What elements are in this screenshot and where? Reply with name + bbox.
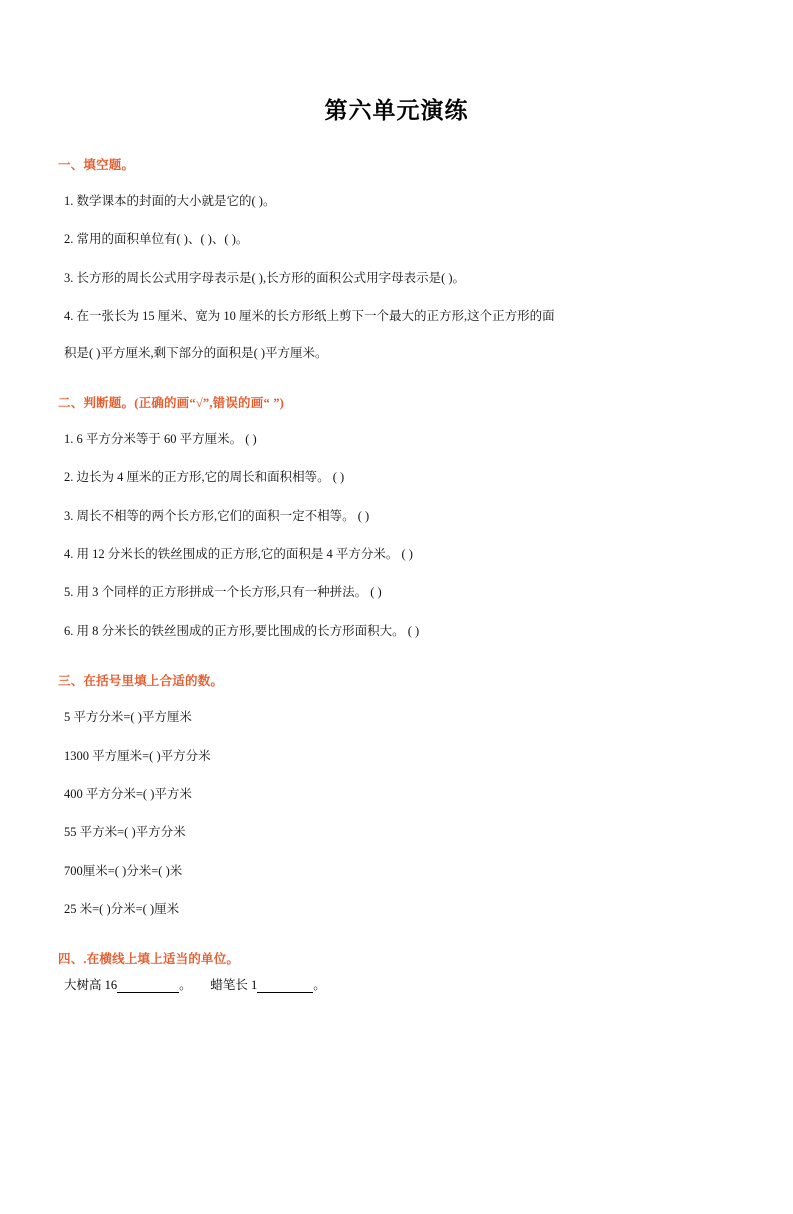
section-heading-4: 四、.在横线上填上适当的单位。 bbox=[58, 952, 240, 967]
question-item: 400 平方分米=( )平方米 bbox=[64, 786, 192, 801]
unit-prompt-2: 蜡笔长 1 bbox=[210, 978, 258, 993]
question-item: 1. 6 平方分米等于 60 平方厘米。 ( ) bbox=[64, 431, 257, 446]
question-item-continued: 积是( )平方厘米,剩下部分的面积是( )平方厘米。 bbox=[64, 345, 328, 360]
question-item: 2. 常用的面积单位有( )、( )、( )。 bbox=[64, 232, 249, 247]
unit-prompt-1: 大树高 16 bbox=[64, 978, 118, 993]
unit-fill-line bbox=[58, 975, 735, 993]
question-item: 4. 用 12 分米长的铁丝围成的正方形,它的面积是 4 平方分米。 ( ) bbox=[64, 547, 413, 561]
unit-suffix-2: 。 bbox=[313, 978, 326, 993]
question-item: 2. 边长为 4 厘米的正方形,它的周长和面积相等。 ( ) bbox=[64, 470, 345, 485]
question-item: 4. 在一张长为 15 厘米、宽为 10 厘米的长方形纸上剪下一个最大的正方形,这个正方形的面 bbox=[64, 309, 555, 324]
question-item: 1300 平方厘米=( )平方分米 bbox=[64, 748, 211, 763]
page-title: 第六单元演练 bbox=[324, 98, 469, 123]
unit-blank-2[interactable] bbox=[257, 980, 313, 993]
unit-blank-1[interactable] bbox=[117, 980, 179, 993]
question-item: 3. 长方形的周长公式用字母表示是( ),长方形的面积公式用字母表示是( )。 bbox=[64, 270, 466, 285]
question-item: 5 平方分米=( )平方厘米 bbox=[64, 710, 192, 725]
worksheet-page bbox=[0, 92, 793, 1214]
question-item: 6. 用 8 分米长的铁丝围成的正方形,要比围成的长方形面积大。 ( ) bbox=[64, 623, 420, 638]
section-heading-1: 一、填空题。 bbox=[58, 158, 135, 172]
section-heading-2: 二、判断题。(正确的画“√”,错误的画“ ”) bbox=[58, 395, 285, 410]
unit-suffix-1: 。 bbox=[179, 978, 192, 993]
question-item: 700厘米=( )分米=( )米 bbox=[64, 863, 183, 878]
question-item: 3. 周长不相等的两个长方形,它们的面积一定不相等。 ( ) bbox=[64, 508, 370, 523]
question-item: 55 平方米=( )平方分米 bbox=[64, 825, 186, 840]
question-item: 25 米=( )分米=( )厘米 bbox=[64, 902, 180, 916]
question-item: 5. 用 3 个同样的正方形拼成一个长方形,只有一种拼法。 ( ) bbox=[64, 585, 382, 600]
section-heading-3: 三、在括号里填上合适的数。 bbox=[58, 674, 224, 689]
question-item: 1. 数学课本的封面的大小就是它的( )。 bbox=[64, 194, 276, 208]
